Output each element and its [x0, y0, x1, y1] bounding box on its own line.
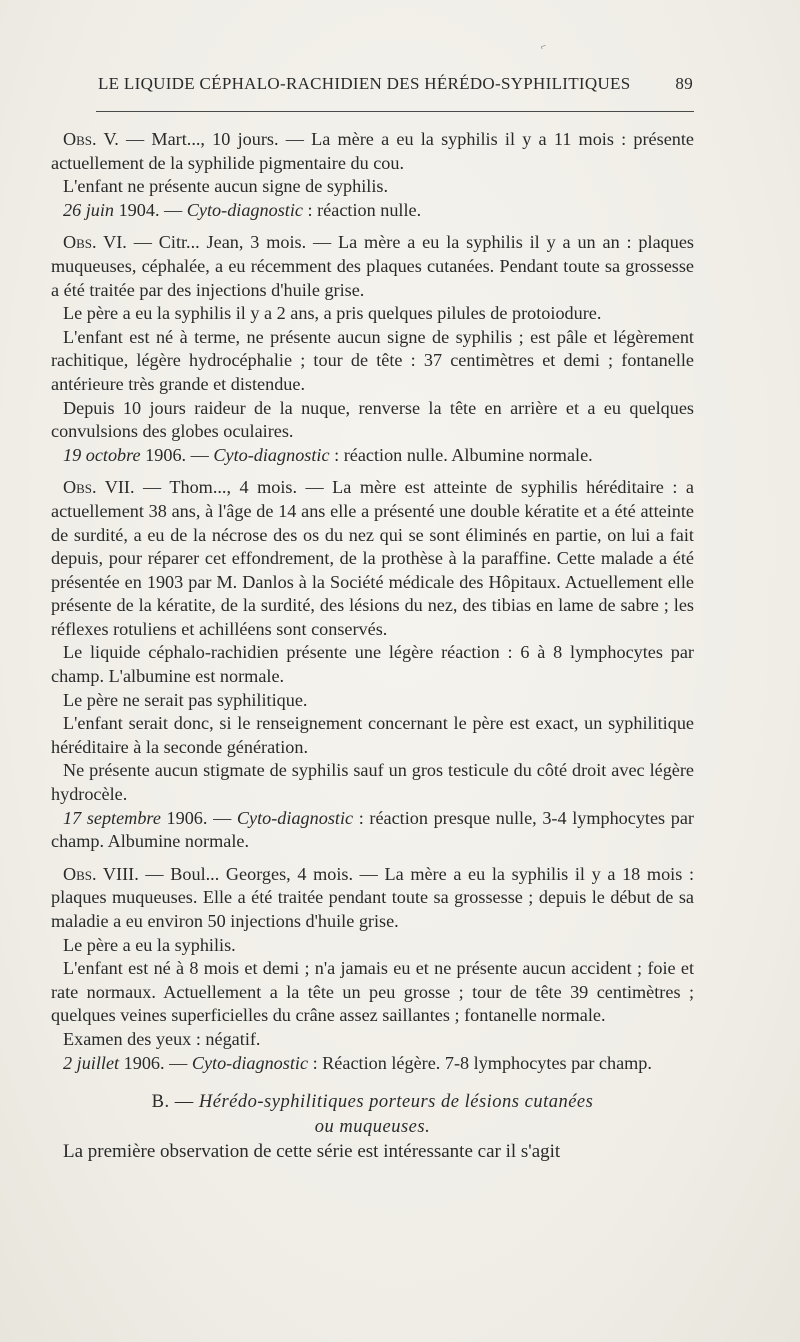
- obs-7-paragraph: Le liquide céphalo-rachidien présente une légère réaction : 6 à 8 lymphocytes par champ. L'albumine est normale.: [51, 642, 694, 687]
- cyto-result: : réaction presque nulle, 3-4 lymphocytes par champ. Albumine normale.: [51, 807, 694, 852]
- obs-date: 26 juin: [63, 199, 115, 220]
- page-number: 89: [675, 74, 693, 93]
- obs-text: — Citr... Jean, 3 mois. — La mère a eu la syphilis il y a un an : plaques muqueuses, céphalée, a eu récemment des plaques cutanées. Pendant toute sa grossesse a été traitée par des injections d'huile grise.: [51, 232, 694, 300]
- cyto-label: Cyto-diagnostic: [213, 444, 330, 465]
- obs-5-intro: [51, 128, 694, 175]
- obs-text: — Thom..., 4 mois. — La mère est atteinte de syphilis héréditaire : a actuellement 38 ans, à l'âge de 14 ans elle a présenté une double kératite et a été atteinte de surdité, a eu de la nécrose des os du nez qui se sont éliminés en partie, on lui a fait depuis, pour réparer cet effondrement, de la prothèse à la paraffine. Cette malade a été présentée en 1903 par M. Danlos à la Société médicale des Hôpitaux. Actuellement elle présente de la kératite, de la surdité, des lésions du nez, des tibias en lame de sabre ; les réflexes rotuliens et achilléens sont conservés.: [51, 477, 694, 639]
- obs-8-paragraph: Le père a eu la syphilis.: [63, 934, 236, 955]
- section-heading-b: [51, 1090, 694, 1140]
- ink-mark: ⌐: [539, 40, 549, 53]
- obs-year: 1906. —: [119, 1052, 192, 1073]
- obs-label: Obs. VI.: [63, 232, 127, 253]
- obs-date: 2 juillet: [63, 1052, 120, 1073]
- obs-6-paragraph: L'enfant est né à terme, ne présente aucun signe de syphilis ; est pâle et légèrement rachitique, légère hydrocéphalie ; tour de tête : 37 centimètres et demi ; fontanelle antérieure très grande et distendue.: [51, 326, 694, 394]
- cyto-label: Cyto-diagnostic: [186, 199, 303, 220]
- obs-year: 1906. —: [140, 444, 214, 465]
- obs-date: 19 octobre: [63, 444, 141, 465]
- obs-date: 17 septembre: [63, 807, 161, 828]
- cyto-result: : réaction nulle. Albumine normale.: [329, 444, 593, 465]
- obs-7-cyto: [51, 807, 694, 854]
- running-title: LE LIQUIDE CÉPHALO-RACHIDIEN DES HÉRÉDO-SYPHILITIQUES: [98, 74, 631, 93]
- obs-year: 1904. —: [114, 199, 187, 220]
- obs-6-intro: [51, 231, 694, 302]
- obs-7-paragraph: Le père ne serait pas syphilitique.: [63, 689, 308, 710]
- header-rule: [96, 111, 694, 112]
- cyto-result: : Réaction légère. 7-8 lymphocytes par champ.: [308, 1052, 652, 1073]
- obs-6-paragraph: Le père a eu la syphilis il y a 2 ans, a pris quelques pilules de protoiodure.: [63, 303, 602, 324]
- cyto-label: Cyto-diagnostic: [236, 807, 354, 828]
- section-heading-line-2: ou muqueuses.: [314, 1117, 431, 1138]
- obs-8-cyto: [51, 1052, 694, 1076]
- obs-5-cyto: [51, 199, 694, 223]
- obs-6-paragraph: Depuis 10 jours raideur de la nuque, renverse la tête en arrière et a eu quelques convulsions des globes oculaires.: [51, 397, 694, 442]
- obs-8-paragraph: Examen des yeux : négatif.: [63, 1028, 261, 1049]
- obs-label: Obs. V.: [63, 129, 119, 149]
- continuation-paragraph: La première observation de cette série est intéressante car il s'agit: [63, 1141, 561, 1163]
- running-header: [98, 74, 693, 98]
- obs-year: 1906. —: [160, 807, 237, 828]
- page-body: [51, 128, 694, 1164]
- section-heading-line-1: [51, 1090, 694, 1115]
- cyto-label: Cyto-diagnostic: [191, 1052, 309, 1073]
- obs-6-cyto: [51, 444, 694, 468]
- obs-text: — Boul... Georges, 4 mois. — La mère a eu la syphilis il y a 18 mois : plaques muqueuses. Elle a été traitée pendant toute sa grossesse ; depuis le début de sa maladie a eu environ 50 injections d'huile grise.: [51, 863, 694, 931]
- cyto-result: : réaction nulle.: [302, 199, 422, 220]
- obs-5-paragraph: L'enfant ne présente aucun signe de syphilis.: [63, 176, 388, 197]
- obs-8-paragraph: L'enfant est né à 8 mois et demi ; n'a jamais eu et ne présente aucun accident ; foie et rate normaux. Actuellement a la tête un peu grosse ; tour de tête 39 centimètres ; quelques veines superficielles du crâne assez saillantes ; fontanelle normale.: [51, 958, 694, 1026]
- obs-7-paragraph: L'enfant serait donc, si le renseignement concernant le père est exact, un syphilitique héréditaire à la seconde génération.: [51, 713, 694, 757]
- section-title: Hérédo-syphilitiques porteurs de lésions cutanées: [198, 1092, 594, 1113]
- obs-8-intro: [51, 863, 694, 934]
- obs-7-paragraph: Ne présente aucun stigmate de syphilis sauf un gros testicule du côté droit avec légère hydrocèle.: [51, 760, 694, 805]
- obs-text: — Mart..., 10 jours. — La mère a eu la syphilis il y a 11 mois : présente actuellement de la syphilide pigmentaire du cou.: [51, 129, 694, 173]
- obs-7-intro: [51, 476, 694, 641]
- section-prefix: B. —: [151, 1092, 199, 1113]
- obs-label: Obs. VIII.: [63, 863, 139, 884]
- obs-label: Obs. VII.: [63, 477, 135, 498]
